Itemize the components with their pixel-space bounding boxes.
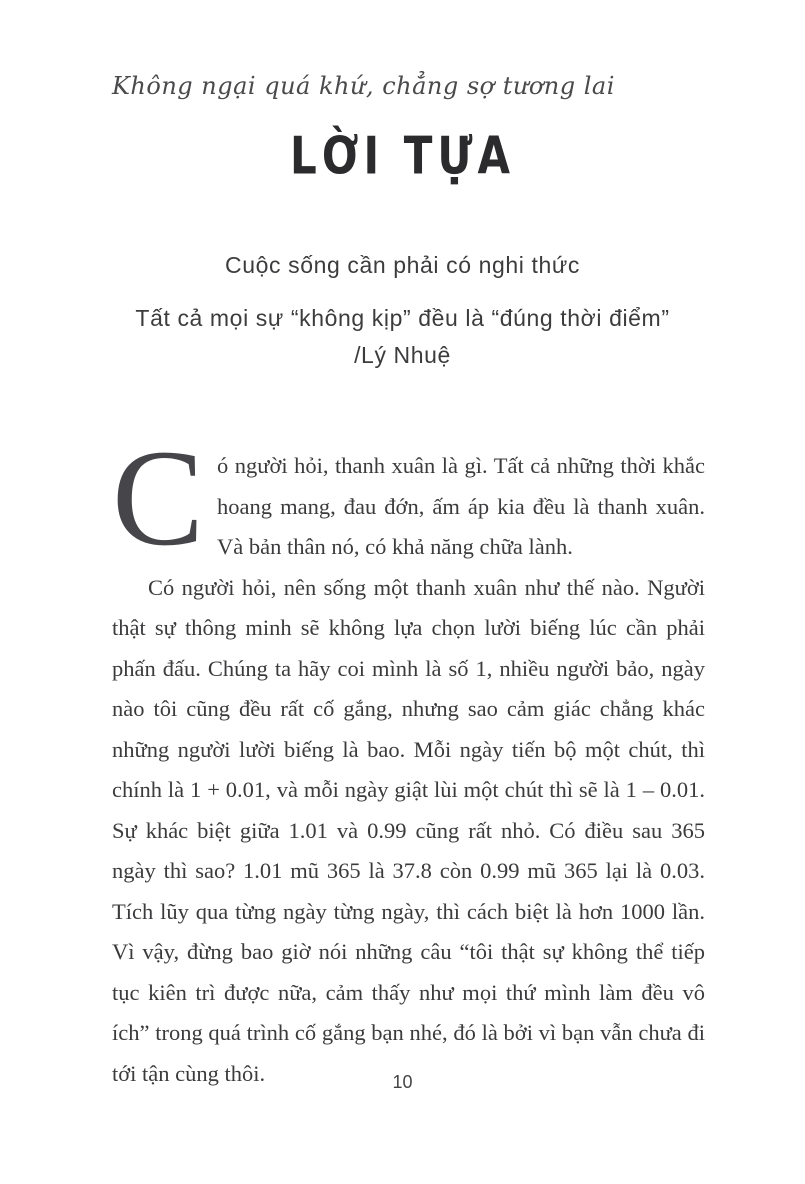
- epigraph-attribution: /Lý Nhuệ: [354, 342, 451, 368]
- epigraph: [0, 252, 805, 369]
- running-head: Không ngại quá khứ, chẳng sợ tương lai: [112, 72, 615, 100]
- drop-cap: C: [112, 421, 205, 574]
- body-paragraph-1: [112, 421, 705, 574]
- paragraph-1-text: ó người hỏi, thanh xuân là gì. Tất cả những thời khắc hoang mang, đau đớn, ấm áp kia đều là thanh xuân. Và bản thân nó, có khả năng chữa lành.: [217, 453, 705, 559]
- epigraph-line-2: Tất cả mọi sự “không kịp” đều là “đúng thời điểm”: [135, 305, 670, 331]
- epigraph-line-1: Cuộc sống cần phải có nghi thức: [225, 252, 580, 278]
- body-paragraph-2: Có người hỏi, nên sống một thanh xuân như thế nào. Người thật sự thông minh sẽ không lựa chọn lười biếng lúc cần phải phấn đấu. Chúng ta hãy coi mình là số 1, nhiều người bảo, ngày nào tôi cũng đều rất cố gắng, nhưng sao cảm giác chẳng khác những người lười biếng là bao. Mỗi ngày tiến bộ một chút, thì chính là 1 + 0.01, và mỗi ngày giật lùi một chút thì sẽ là 1 – 0.01. Sự khác biệt giữa 1.01 và 0.99 cũng rất nhỏ. Có điều sau 365 ngày thì sao? 1.01 mũ 365 là 37.8 còn 0.99 mũ 365 lại là 0.03. Tích lũy qua từng ngày từng ngày, thì cách biệt là hơn 1000 lần. Vì vậy, đừng bao giờ nói những câu “tôi thật sự không thể tiếp tục kiên trì được nữa, cảm thấy như mọi thứ mình làm đều vô ích” trong quá trình cố gắng bạn nhé, đó là bởi vì bạn vẫn chưa đi tới tận cùng thôi.: [112, 574, 705, 1086]
- page-number: 10: [392, 1072, 413, 1092]
- body-text: [112, 421, 705, 1094]
- chapter-title: LỜI TỰA: [290, 126, 515, 186]
